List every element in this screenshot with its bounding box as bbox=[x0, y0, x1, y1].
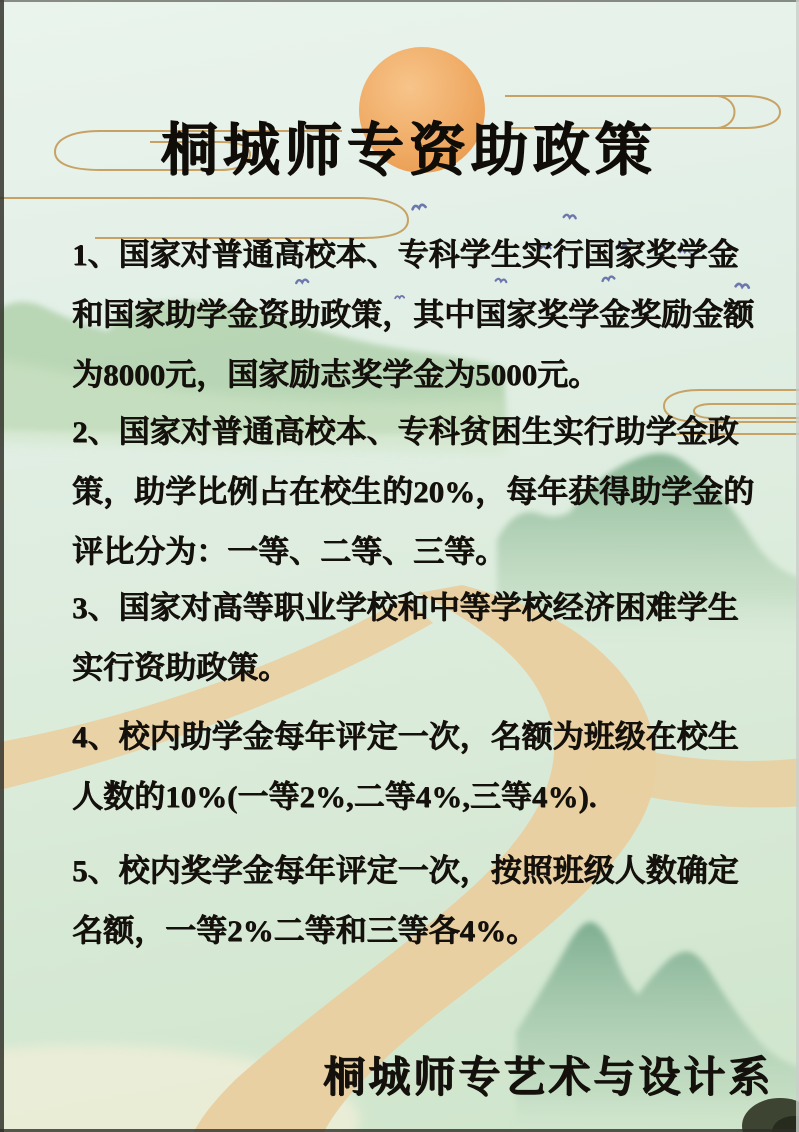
policy-item-2: 2、国家对普通高校本、专科贫困生实行助学金政策，助学比例占在校生的20%，每年获得助学金的评比分为：一等、二等、三等。 bbox=[72, 414, 754, 569]
policy-item-1: 1、国家对普通高校本、专科学生实行国家奖学金和国家助学金资助政策，其中国家奖学金奖励金额为8000元，国家励志奖学金为5000元。 bbox=[72, 237, 754, 392]
policy-item-3: 3、国家对高等职业学校和中等学校经济困难学生实行资助政策。 bbox=[72, 590, 739, 685]
footer-signature: 桐城师专艺术与设计系 bbox=[322, 1055, 773, 1101]
policy-item-4: 4、校内助学金每年评定一次，名额为班级在校生人数的10%(一等2%,二等4%,三等4%). bbox=[72, 719, 739, 814]
policy-item-5: 5、校内奖学金每年评定一次，按照班级人数确定名额，一等2%二等和三等各4%。 bbox=[72, 853, 739, 948]
bird-icon bbox=[412, 204, 425, 209]
bird-icon bbox=[564, 214, 576, 218]
poster-title: 桐城师专资助政策 bbox=[160, 119, 657, 182]
photo-edge-top bbox=[0, 0, 799, 2]
